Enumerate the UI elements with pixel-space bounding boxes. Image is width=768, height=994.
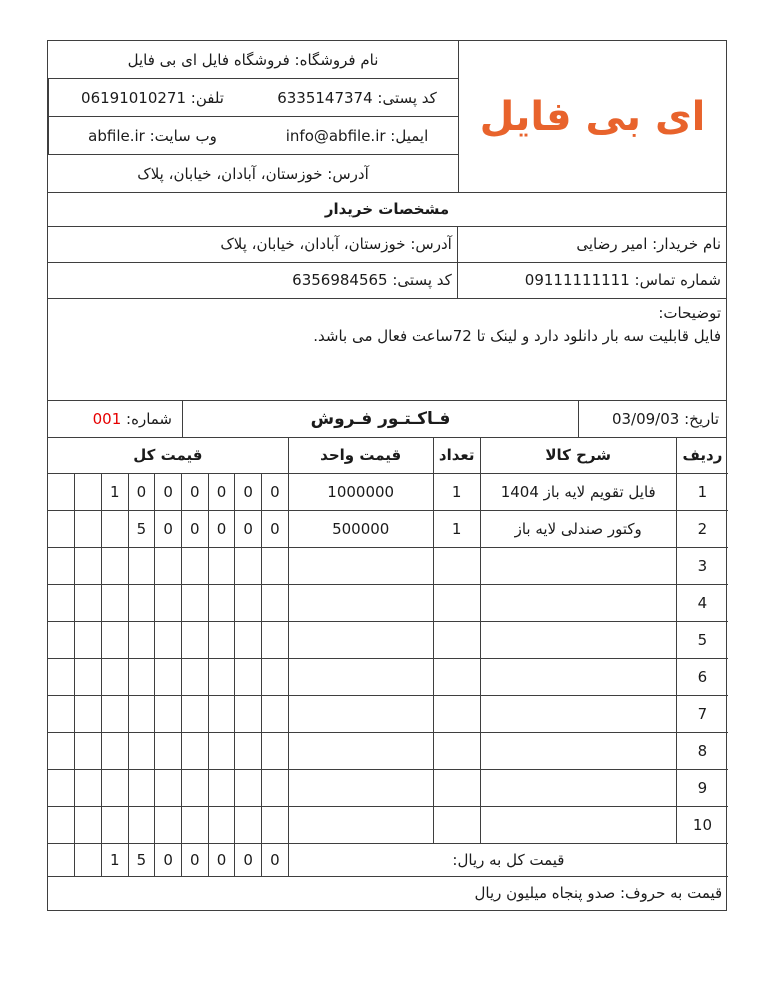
total-digit-cell xyxy=(101,769,128,806)
buyer-address: آدرس: خوزستان، آبادان، خیابان، پلاک xyxy=(220,235,452,253)
seller-store-name: نام فروشگاه: فروشگاه فایل ای بی فایل xyxy=(48,41,458,79)
total-digit-cell xyxy=(101,584,128,621)
grand-total-digit-cell: 5 xyxy=(128,843,155,876)
grand-total-digit-cell: 0 xyxy=(235,843,262,876)
total-digit-cell xyxy=(181,806,208,843)
description-cell xyxy=(480,732,676,769)
buyer-row-1 xyxy=(48,227,726,263)
seller-postal-code: کد پستی: 6335147374 xyxy=(277,88,437,107)
total-digit-cell xyxy=(181,658,208,695)
seller-web-row xyxy=(48,117,458,155)
description-cell xyxy=(480,806,676,843)
total-digit-cell xyxy=(128,732,155,769)
qty-cell xyxy=(433,806,480,843)
total-digit-cell xyxy=(48,658,75,695)
total-digit-cell xyxy=(262,732,289,769)
total-digit-cell xyxy=(75,806,102,843)
buyer-row-2 xyxy=(48,263,726,299)
total-digit-cell xyxy=(155,806,182,843)
total-digit-cell xyxy=(128,658,155,695)
total-digit-cell: 0 xyxy=(235,473,262,510)
unit-price-cell xyxy=(288,547,433,584)
price-in-words: قیمت به حروف: صدو پنجاه میلیون ریال xyxy=(48,876,728,910)
items-header-row xyxy=(48,438,728,473)
price-in-words-row xyxy=(48,876,728,910)
total-digit-cell xyxy=(208,658,235,695)
unit-price-cell: 1000000 xyxy=(288,473,433,510)
grand-total-digit-cell: 0 xyxy=(262,843,289,876)
total-digit-cell: 0 xyxy=(181,473,208,510)
notes-label: توضیحات: xyxy=(658,304,721,322)
total-digit-cell xyxy=(235,547,262,584)
unit-price-cell xyxy=(288,769,433,806)
total-digit-cell xyxy=(181,732,208,769)
total-digit-cell xyxy=(262,695,289,732)
item-row xyxy=(48,695,728,732)
unit-price-cell xyxy=(288,621,433,658)
total-digit-cell xyxy=(101,732,128,769)
total-digit-cell xyxy=(208,584,235,621)
unit-price-cell xyxy=(288,732,433,769)
total-digit-cell xyxy=(75,547,102,584)
total-digit-cell: 0 xyxy=(235,510,262,547)
total-digit-cell xyxy=(101,806,128,843)
total-digit-cell: 0 xyxy=(208,510,235,547)
total-digit-cell xyxy=(101,621,128,658)
invoice-number xyxy=(48,401,182,437)
unit-price-cell: 500000 xyxy=(288,510,433,547)
total-digit-cell xyxy=(128,621,155,658)
total-digit-cell: 0 xyxy=(155,510,182,547)
seller-info-block xyxy=(48,41,458,192)
total-digit-cell xyxy=(48,621,75,658)
unit-price-cell xyxy=(288,658,433,695)
total-digit-cell xyxy=(235,806,262,843)
total-digit-cell: 5 xyxy=(128,510,155,547)
total-digit-cell: 0 xyxy=(262,510,289,547)
total-digit-cell xyxy=(181,547,208,584)
grand-total-digit-cell: 0 xyxy=(181,843,208,876)
total-digit-cell xyxy=(155,658,182,695)
total-digit-cell xyxy=(235,732,262,769)
row-number-cell: 4 xyxy=(676,584,728,621)
total-digit-cell xyxy=(181,621,208,658)
total-digit-cell xyxy=(48,547,75,584)
total-digit-cell xyxy=(48,510,75,547)
total-digit-cell: 0 xyxy=(208,473,235,510)
row-number-cell: 5 xyxy=(676,621,728,658)
item-row xyxy=(48,769,728,806)
qty-cell xyxy=(433,584,480,621)
qty-cell xyxy=(433,695,480,732)
total-digit-cell xyxy=(155,547,182,584)
total-digit-cell xyxy=(48,732,75,769)
total-digit-cell xyxy=(48,695,75,732)
total-digit-cell xyxy=(208,621,235,658)
total-in-rials-label: قیمت کل به ریال: xyxy=(288,843,728,876)
item-row xyxy=(48,621,728,658)
row-number-cell: 6 xyxy=(676,658,728,695)
qty-cell xyxy=(433,732,480,769)
total-digit-cell xyxy=(235,769,262,806)
total-digit-cell: 1 xyxy=(101,473,128,510)
total-digit-cell: 0 xyxy=(181,510,208,547)
total-digit-cell xyxy=(235,695,262,732)
total-digit-cell xyxy=(75,732,102,769)
item-row xyxy=(48,547,728,584)
row-number-cell: 7 xyxy=(676,695,728,732)
total-digit-cell xyxy=(181,695,208,732)
total-digit-cell: 0 xyxy=(128,473,155,510)
total-digit-cell xyxy=(155,621,182,658)
row-number-cell: 9 xyxy=(676,769,728,806)
invoice-meta-row xyxy=(48,401,726,438)
invoice-number-label: شماره: xyxy=(126,410,172,428)
item-row xyxy=(48,658,728,695)
row-number-cell: 8 xyxy=(676,732,728,769)
invoice-document xyxy=(47,40,727,911)
seller-website: وب سایت: abfile.ir xyxy=(48,117,256,154)
total-digit-cell: 0 xyxy=(155,473,182,510)
description-cell xyxy=(480,584,676,621)
qty-cell xyxy=(433,769,480,806)
row-number-cell: 1 xyxy=(676,473,728,510)
description-cell xyxy=(480,621,676,658)
qty-cell: 1 xyxy=(433,510,480,547)
total-digit-cell xyxy=(208,732,235,769)
total-digit-cell xyxy=(75,584,102,621)
col-header-total-price: قیمت کل xyxy=(48,438,288,473)
item-row xyxy=(48,584,728,621)
total-digit-cell xyxy=(262,547,289,584)
invoice-date: تاریخ: 03/09/03 xyxy=(611,410,719,428)
total-digit-cell xyxy=(262,621,289,658)
total-digit-cell xyxy=(235,658,262,695)
buyer-postal-code: کد پستی: 6356984565 xyxy=(292,271,452,289)
total-digit-cell xyxy=(208,806,235,843)
brand-logo-text: ای بی فایل xyxy=(458,41,726,192)
grand-total-digit-cell xyxy=(75,843,102,876)
qty-cell: 1 xyxy=(433,473,480,510)
total-digit-cell xyxy=(48,584,75,621)
total-digit-cell xyxy=(155,769,182,806)
total-digit-cell xyxy=(235,621,262,658)
unit-price-cell xyxy=(288,695,433,732)
grand-total-digit-cell xyxy=(48,843,75,876)
seller-header-section xyxy=(48,41,726,193)
grand-total-digit-cell: 0 xyxy=(155,843,182,876)
total-digit-cell xyxy=(128,806,155,843)
seller-phone: تلفن: 06191010271 xyxy=(48,79,256,116)
seller-email: ایمیل: info@abfile.ir xyxy=(285,126,429,145)
total-digit-cell xyxy=(262,806,289,843)
total-digit-cell xyxy=(48,769,75,806)
row-number-cell: 3 xyxy=(676,547,728,584)
seller-address: آدرس: خوزستان، آبادان، خیابان، پلاک xyxy=(137,164,369,183)
total-digit-cell xyxy=(128,769,155,806)
total-digit-cell xyxy=(75,769,102,806)
description-cell: فایل تقویم لایه باز 1404 xyxy=(480,473,676,510)
description-cell xyxy=(480,695,676,732)
total-digit-cell xyxy=(128,584,155,621)
total-digit-cell xyxy=(101,547,128,584)
total-digit-cell xyxy=(262,584,289,621)
qty-cell xyxy=(433,621,480,658)
notes-text: فایل قابلیت سه بار دانلود دارد و لینک تا 72ساعت فعال می باشد. xyxy=(313,326,721,345)
total-digit-cell xyxy=(48,473,75,510)
total-digit-cell xyxy=(101,695,128,732)
qty-cell xyxy=(433,658,480,695)
invoice-title: فـاکـتـور فـروش xyxy=(182,401,579,437)
total-digit-cell xyxy=(128,547,155,584)
total-digit-cell xyxy=(155,732,182,769)
total-digit-cell xyxy=(208,547,235,584)
buyer-section-title: مشخصات خریدار xyxy=(48,193,726,227)
grand-total-digit-cell: 0 xyxy=(208,843,235,876)
total-in-rials-row xyxy=(48,843,728,876)
total-digit-cell xyxy=(181,769,208,806)
total-digit-cell xyxy=(155,695,182,732)
total-digit-cell xyxy=(181,584,208,621)
total-digit-cell xyxy=(262,769,289,806)
col-header-unit-price: قیمت واحد xyxy=(288,438,433,473)
total-digit-cell xyxy=(75,510,102,547)
item-row xyxy=(48,510,728,547)
item-row xyxy=(48,806,728,843)
col-header-row-number: ردیف xyxy=(676,438,728,473)
items-table xyxy=(48,438,728,910)
description-cell: وکتور صندلی لایه باز xyxy=(480,510,676,547)
unit-price-cell xyxy=(288,584,433,621)
description-cell xyxy=(480,658,676,695)
unit-price-cell xyxy=(288,806,433,843)
total-digit-cell xyxy=(101,510,128,547)
invoice-number-value: 001 xyxy=(92,410,122,428)
buyer-contact-number: شماره تماس: 09111111111 xyxy=(457,263,726,298)
total-digit-cell xyxy=(155,584,182,621)
seller-contact-row xyxy=(48,79,458,117)
item-row xyxy=(48,732,728,769)
total-digit-cell xyxy=(235,584,262,621)
row-number-cell: 2 xyxy=(676,510,728,547)
qty-cell xyxy=(433,547,480,584)
total-digit-cell xyxy=(101,658,128,695)
total-digit-cell xyxy=(208,769,235,806)
grand-total-digit-cell: 1 xyxy=(101,843,128,876)
total-digit-cell xyxy=(75,695,102,732)
col-header-qty: تعداد xyxy=(433,438,480,473)
total-digit-cell xyxy=(262,658,289,695)
total-digit-cell: 0 xyxy=(262,473,289,510)
buyer-name: نام خریدار: امیر رضایی xyxy=(457,227,726,262)
notes-section xyxy=(48,299,726,401)
col-header-description: شرح کالا xyxy=(480,438,676,473)
row-number-cell: 10 xyxy=(676,806,728,843)
item-row xyxy=(48,473,728,510)
total-digit-cell xyxy=(208,695,235,732)
description-cell xyxy=(480,769,676,806)
total-digit-cell xyxy=(75,658,102,695)
total-digit-cell xyxy=(128,695,155,732)
total-digit-cell xyxy=(75,621,102,658)
description-cell xyxy=(480,547,676,584)
total-digit-cell xyxy=(75,473,102,510)
total-digit-cell xyxy=(48,806,75,843)
